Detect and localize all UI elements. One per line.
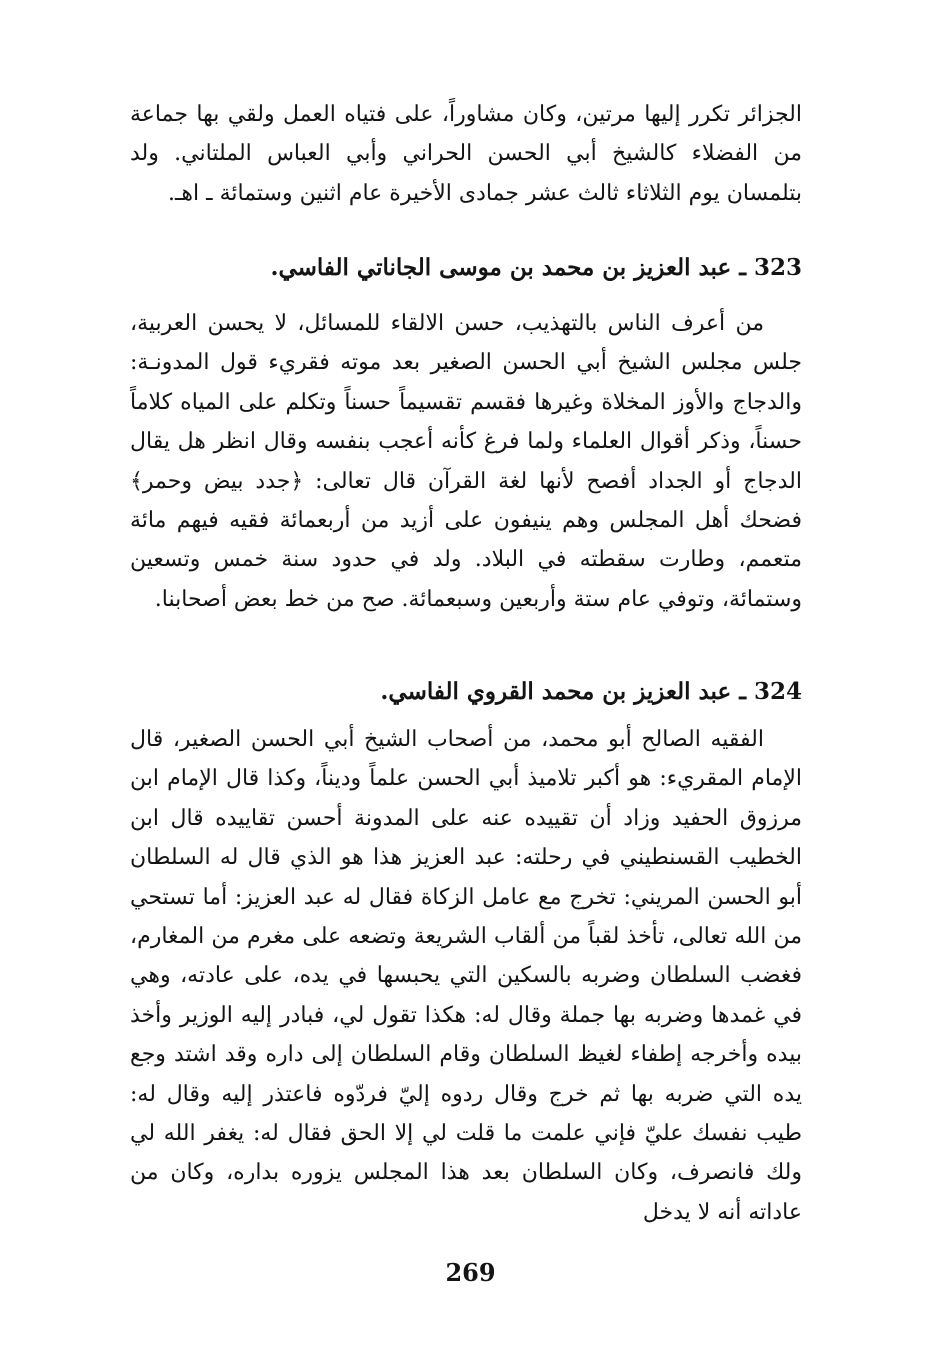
entry-324-body: الفقيه الصالح أبو محمد، من أصحاب الشيخ أبي الحسن الصغير، قال الإمام المقريء: هو أكبر تلاميذ أبي الحسن علماً وديناً، وكذا قال الإمام ابن مرزوق الحفيد وزاد أن تقييده عنه على المدونة أحسن تقاييده قال ابن الخطيب القسنطيني في رحلته: عبد العزيز هذا هو الذي قال له السلطان أبو الحسن المريني: تخرج مع عامل الزكاة فقال له عبد العزيز: أما تستحي من الله تعالى، تأخذ لقباً من ألقاب الشريعة وتضعه على مغرم من المغارم، فغضب السلطان وضربه بالسكين التي يحبسها في يده، على عادته، وهي في غمدها وضربه بها جملة وقال له: هكذا تقول لي، فبادر إليه الوزير وأخذ بيده وأخرجه إطفاء لغيظ السلطان وقام السلطان إلى داره وقد اشتد وجع يده التي ضربه بها ثم خرج وقال ردوه إليّ فردّوه فاعتذر إليه وقال له: طيب نفسك عليّ فإني علمت ما قلت لي إلا الحق فقال له: يغفر الله لي ولك فانصرف، وكان السلطان بعد هذا المجلس يزوره بداره، وكان من عاداته أنه لا يدخل <box>130 727 802 1225</box>
entry-323-heading: 323 ـ عبد العزيز بن محمد بن موسى الجاناتي الفاسي. <box>270 254 802 281</box>
page-number: 269 <box>445 1258 496 1287</box>
intro-paragraph: الجزائر تكرر إليها مرتين، وكان مشاوراً، على فتياه العمل ولقي بها جماعة من الفضلاء كالشيخ أبي الحسن الحراني وأبي العباس الملتاني. ولد بتلمسان يوم الثلاثاء ثالث عشر جمادى الأخيرة عام اثنين وستمائة ـ اهـ. <box>130 102 802 206</box>
entry-324-heading: 324 ـ عبد العزيز بن محمد القروي الفاسي. <box>380 678 802 705</box>
entry-323-body: من أعرف الناس بالتهذيب، حسن الالقاء للمسائل، لا يحسن العربية، جلس مجلس الشيخ أبي الحسن الصغير بعد موته فقريء قول المدونـة: والدجاج والأوز المخلاة وغيرها فقسم تقسيماً حسناً وتكلم على المياه كلاماً حسناً، وذكر أقوال العلماء ولما فرغ كأنه أعجب بنفسه وقال انظر هل يقال الدجاج أو الجداد أفصح لأنها لغة القرآن قال تعالى: ﴿جدد بيض وحمر﴾ فضحك أهل المجلس وهم ينيفون على أزيد من أربعمائة فقيه فيهم مائة متعمم، وطارت سقطته في البلاد. ولد في حدود سنة خمس وتسعين وستمائة، وتوفي عام ستة وأربعين وسبعمائة. صح من خط بعض أصحابنا. <box>130 311 802 612</box>
